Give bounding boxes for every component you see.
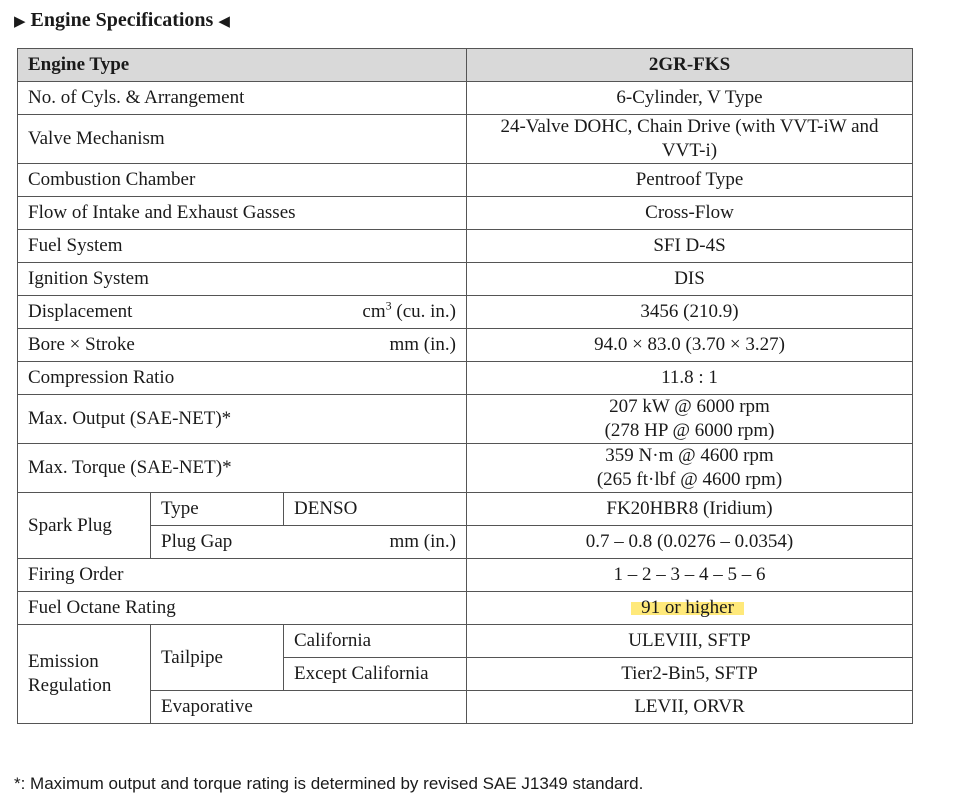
row-label: Max. Output (SAE-NET)* [18, 395, 467, 444]
row-label: Flow of Intake and Exhaust Gasses [18, 197, 467, 230]
spark-type-value: FK20HBR8 (Iridium) [467, 493, 913, 526]
row-value: 3456 (210.9) [467, 296, 913, 329]
engine-spec-table [17, 48, 913, 724]
table-row [18, 526, 913, 559]
page-title-text: Engine Specifications [30, 9, 214, 31]
spark-gap-label: Plug Gap mm (in.) [151, 526, 467, 559]
row-value: 11.8 : 1 [467, 362, 913, 395]
label-text: Bore × Stroke [28, 334, 135, 355]
table-row [18, 493, 913, 526]
row-label [18, 329, 467, 362]
table-row [18, 230, 913, 263]
row-value [467, 592, 913, 625]
value-line: 24-Valve DOHC, Chain Drive (with VVT-iW and [500, 116, 879, 137]
row-value: 1 – 2 – 3 – 4 – 5 – 6 [467, 559, 913, 592]
california-label: California [284, 625, 467, 658]
header-row [18, 49, 913, 82]
evaporative-value: LEVII, ORVR [467, 691, 913, 724]
unit-text: mm (in.) [389, 334, 456, 355]
row-value: Cross-Flow [467, 197, 913, 230]
value-line: (278 HP @ 6000 rpm) [604, 420, 775, 441]
row-value [467, 115, 913, 164]
row-label: Valve Mechanism [18, 115, 467, 164]
table-row [18, 395, 913, 444]
table-row [18, 625, 913, 658]
row-value [467, 395, 913, 444]
table-row [18, 691, 913, 724]
spark-type-label: Type [151, 493, 284, 526]
footnote: *: Maximum output and torque rating is determined by revised SAE J1349 standard. [14, 774, 644, 793]
row-label: Firing Order [18, 559, 467, 592]
row-label: Fuel Octane Rating [18, 592, 467, 625]
value-line: (265 ft·lbf @ 4600 rpm) [596, 469, 783, 490]
table-row [18, 164, 913, 197]
row-label: No. of Cyls. & Arrangement [18, 82, 467, 115]
row-value: 94.0 × 83.0 (3.70 × 3.27) [467, 329, 913, 362]
page-title [14, 6, 230, 36]
header-label: Engine Type [18, 49, 467, 82]
value-line: VVT-i) [661, 140, 718, 161]
table-row [18, 197, 913, 230]
table-row [18, 329, 913, 362]
table-row [18, 444, 913, 493]
emission-label: Emission Regulation [18, 625, 151, 724]
spark-plug-label: Spark Plug [18, 493, 151, 559]
table-row [18, 296, 913, 329]
row-label: Max. Torque (SAE-NET)* [18, 444, 467, 493]
spark-type-maker: DENSO [284, 493, 467, 526]
highlighted-value: 91 or higher [631, 597, 744, 618]
row-label: Combustion Chamber [18, 164, 467, 197]
california-value: ULEVIII, SFTP [467, 625, 913, 658]
row-value: SFI D-4S [467, 230, 913, 263]
except-california-value: Tier2-Bin5, SFTP [467, 658, 913, 691]
value-line: 359 N·m @ 4600 rpm [605, 445, 774, 466]
table-row [18, 592, 913, 625]
table-row [18, 559, 913, 592]
row-label: Compression Ratio [18, 362, 467, 395]
left-triangle-icon: ◀ [218, 14, 230, 30]
row-label: Fuel System [18, 230, 467, 263]
row-label [18, 296, 467, 329]
value-line: 207 kW @ 6000 rpm [609, 396, 770, 417]
header-value: 2GR-FKS [467, 49, 913, 82]
row-label: Ignition System [18, 263, 467, 296]
evaporative-label: Evaporative [151, 691, 467, 724]
label-text: Displacement [28, 301, 133, 322]
right-triangle-icon: ▶ [14, 14, 26, 30]
unit-text: mm (in.) [389, 531, 456, 552]
table-row [18, 115, 913, 164]
table-row [18, 362, 913, 395]
spark-gap-value: 0.7 – 0.8 (0.0276 – 0.0354) [467, 526, 913, 559]
row-value: Pentroof Type [467, 164, 913, 197]
tailpipe-label: Tailpipe [151, 625, 284, 691]
unit-text: $cm^3$ (cu. in.) [362, 298, 456, 322]
except-california-label: Except California [284, 658, 467, 691]
table-row [18, 263, 913, 296]
row-value [467, 444, 913, 493]
row-value: 6-Cylinder, V Type [467, 82, 913, 115]
table-row [18, 82, 913, 115]
row-value: DIS [467, 263, 913, 296]
